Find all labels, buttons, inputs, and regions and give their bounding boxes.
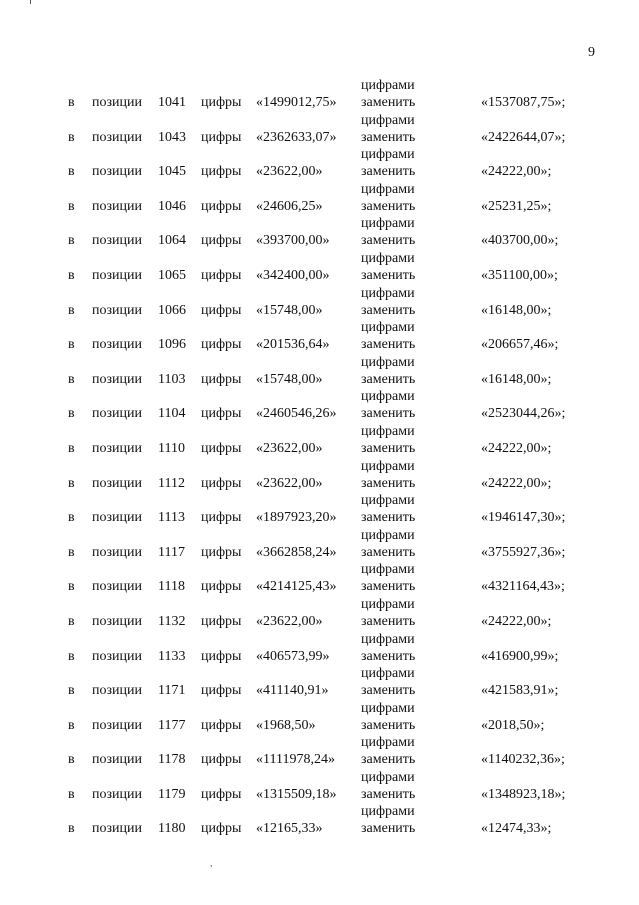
row-new-value: «2523044,26»; [481, 406, 566, 422]
row-replace-word: заменить [361, 129, 416, 145]
row-old-value: «23622,00» [256, 475, 323, 491]
row-position-number: 1178 [158, 752, 186, 768]
amendment-row [0, 597, 639, 632]
amendment-list [0, 78, 639, 839]
row-digits-word: цифрами [361, 596, 415, 612]
row-replace-word: заменить [361, 821, 416, 837]
row-position-number: 1177 [158, 717, 186, 733]
row-position-number: 1046 [158, 198, 186, 214]
row-position-word: позиции [92, 337, 142, 353]
row-position-word: позиции [92, 475, 142, 491]
row-digits-word: цифрами [361, 320, 415, 336]
row-preposition: в [68, 406, 75, 422]
row-new-value: «24222,00»; [481, 164, 552, 180]
row-digits-word: цифрами [361, 562, 415, 578]
row-preposition: в [68, 821, 75, 837]
row-figures-word: цифры [201, 337, 242, 353]
row-old-value: «2362633,07» [256, 129, 337, 145]
row-new-value: «403700,00»; [481, 233, 559, 249]
row-position-number: 1132 [158, 613, 186, 629]
stray-mark: , [210, 858, 213, 869]
row-new-value: «1946147,30»; [481, 510, 566, 526]
row-figures-word: цифры [201, 371, 242, 387]
row-replace-word: заменить [361, 198, 416, 214]
row-new-value: «416900,99»; [481, 648, 559, 664]
row-digits-word: цифрами [361, 78, 415, 93]
row-old-value: «406573,99» [256, 648, 330, 664]
row-figures-word: цифры [201, 544, 242, 560]
row-digits-word: цифрами [361, 423, 415, 439]
row-figures-word: цифры [201, 95, 242, 110]
row-figures-word: цифры [201, 198, 242, 214]
row-position-word: позиции [92, 198, 142, 214]
row-replace-word: заменить [361, 648, 416, 664]
row-preposition: в [68, 510, 75, 526]
row-digits-word: цифрами [361, 285, 415, 301]
row-figures-word: цифры [201, 302, 242, 318]
row-replace-word: заменить [361, 337, 416, 353]
row-digits-word: цифрами [361, 527, 415, 543]
row-position-number: 1112 [158, 475, 185, 491]
row-replace-word: заменить [361, 752, 416, 768]
amendment-row [0, 355, 639, 390]
row-preposition: в [68, 440, 75, 456]
row-figures-word: цифры [201, 648, 242, 664]
row-figures-word: цифры [201, 406, 242, 422]
row-old-value: «23622,00» [256, 613, 323, 629]
row-position-number: 1171 [158, 683, 186, 699]
row-new-value: «16148,00»; [481, 371, 552, 387]
row-replace-word: заменить [361, 510, 416, 526]
row-position-number: 1043 [158, 129, 186, 145]
row-replace-word: заменить [361, 267, 416, 283]
row-figures-word: цифры [201, 683, 242, 699]
row-replace-word: заменить [361, 164, 416, 180]
amendment-row [0, 632, 639, 667]
amendment-row [0, 562, 639, 597]
row-old-value: «2460546,26» [256, 406, 337, 422]
row-position-word: позиции [92, 544, 142, 560]
row-new-value: «1140232,36»; [481, 752, 565, 768]
amendment-row [0, 701, 639, 736]
amendment-row [0, 493, 639, 528]
row-replace-word: заменить [361, 440, 416, 456]
row-preposition: в [68, 198, 75, 214]
row-position-number: 1096 [158, 337, 186, 353]
row-new-value: «2422644,07»; [481, 129, 566, 145]
row-figures-word: цифры [201, 579, 242, 595]
row-replace-word: заменить [361, 683, 416, 699]
row-figures-word: цифры [201, 717, 242, 733]
amendment-row [0, 459, 639, 494]
row-preposition: в [68, 717, 75, 733]
row-old-value: «3662858,24» [256, 544, 337, 560]
row-replace-word: заменить [361, 717, 416, 733]
amendment-row [0, 666, 639, 701]
row-digits-word: цифрами [361, 735, 415, 751]
row-position-word: позиции [92, 164, 142, 180]
row-digits-word: цифрами [361, 700, 415, 716]
row-preposition: в [68, 302, 75, 318]
row-digits-word: цифрами [361, 147, 415, 163]
row-digits-word: цифрами [361, 354, 415, 370]
row-preposition: в [68, 371, 75, 387]
row-position-word: позиции [92, 821, 142, 837]
row-old-value: «393700,00» [256, 233, 330, 249]
row-position-word: позиции [92, 683, 142, 699]
row-position-number: 1113 [158, 510, 185, 526]
row-old-value: «1499012,75» [256, 95, 337, 110]
amendment-row [0, 528, 639, 563]
row-digits-word: цифрами [361, 804, 415, 820]
row-new-value: «206657,46»; [481, 337, 559, 353]
row-digits-word: цифрами [361, 250, 415, 266]
row-old-value: «1897923,20» [256, 510, 337, 526]
amendment-row [0, 113, 639, 148]
amendment-row [0, 182, 639, 217]
row-new-value: «24222,00»; [481, 475, 552, 491]
row-new-value: «24222,00»; [481, 613, 552, 629]
row-position-word: позиции [92, 233, 142, 249]
row-replace-word: заменить [361, 95, 416, 110]
row-old-value: «23622,00» [256, 164, 323, 180]
row-old-value: «1111978,24» [256, 752, 335, 768]
row-replace-word: заменить [361, 302, 416, 318]
row-preposition: в [68, 579, 75, 595]
row-position-word: позиции [92, 613, 142, 629]
row-position-number: 1045 [158, 164, 186, 180]
amendment-row [0, 78, 639, 113]
row-position-word: позиции [92, 95, 142, 110]
row-old-value: «15748,00» [256, 371, 323, 387]
row-new-value: «421583,91»; [481, 683, 559, 699]
row-preposition: в [68, 683, 75, 699]
row-position-word: позиции [92, 129, 142, 145]
row-replace-word: заменить [361, 406, 416, 422]
row-preposition: в [68, 475, 75, 491]
row-new-value: «12474,33»; [481, 821, 552, 837]
row-digits-word: цифрами [361, 631, 415, 647]
row-old-value: «12165,33» [256, 821, 323, 837]
row-replace-word: заменить [361, 544, 416, 560]
row-position-word: позиции [92, 302, 142, 318]
row-position-number: 1103 [158, 371, 186, 387]
row-new-value: «351100,00»; [481, 267, 558, 283]
row-position-number: 1180 [158, 821, 186, 837]
row-new-value: «3755927,36»; [481, 544, 566, 560]
corner-mark [30, 0, 31, 4]
row-new-value: «16148,00»; [481, 302, 552, 318]
row-position-word: позиции [92, 786, 142, 802]
row-figures-word: цифры [201, 510, 242, 526]
row-preposition: в [68, 233, 75, 249]
row-digits-word: цифрами [361, 216, 415, 232]
row-position-word: позиции [92, 648, 142, 664]
row-replace-word: заменить [361, 613, 416, 629]
row-figures-word: цифры [201, 821, 242, 837]
row-preposition: в [68, 129, 75, 145]
row-position-word: позиции [92, 752, 142, 768]
row-digits-word: цифрами [361, 181, 415, 197]
row-figures-word: цифры [201, 129, 242, 145]
row-position-word: позиции [92, 440, 142, 456]
row-old-value: «342400,00» [256, 267, 330, 283]
row-position-number: 1133 [158, 648, 186, 664]
row-new-value: «24222,00»; [481, 440, 552, 456]
row-position-word: позиции [92, 267, 142, 283]
row-old-value: «4214125,43» [256, 579, 337, 595]
row-new-value: «25231,25»; [481, 198, 552, 214]
row-old-value: «1968,50» [256, 717, 316, 733]
row-old-value: «15748,00» [256, 302, 323, 318]
row-figures-word: цифры [201, 233, 242, 249]
row-old-value: «201536,64» [256, 337, 330, 353]
row-figures-word: цифры [201, 440, 242, 456]
row-preposition: в [68, 786, 75, 802]
row-position-word: позиции [92, 510, 142, 526]
row-preposition: в [68, 613, 75, 629]
row-figures-word: цифры [201, 752, 242, 768]
row-replace-word: заменить [361, 371, 416, 387]
row-preposition: в [68, 164, 75, 180]
row-digits-word: цифрами [361, 493, 415, 509]
row-preposition: в [68, 267, 75, 283]
row-old-value: «1315509,18» [256, 786, 337, 802]
amendment-row [0, 216, 639, 251]
row-position-number: 1064 [158, 233, 186, 249]
page-number: 9 [588, 45, 595, 60]
row-preposition: в [68, 648, 75, 664]
amendment-row [0, 251, 639, 286]
row-old-value: «23622,00» [256, 440, 323, 456]
row-digits-word: цифрами [361, 389, 415, 405]
amendment-row [0, 424, 639, 459]
row-digits-word: цифрами [361, 666, 415, 682]
row-preposition: в [68, 544, 75, 560]
row-new-value: «2018,50»; [481, 717, 545, 733]
row-preposition: в [68, 752, 75, 768]
row-position-number: 1118 [158, 579, 185, 595]
row-old-value: «411140,91» [256, 683, 329, 699]
row-preposition: в [68, 95, 75, 110]
row-position-word: позиции [92, 371, 142, 387]
row-position-word: позиции [92, 717, 142, 733]
row-replace-word: заменить [361, 786, 416, 802]
amendment-row [0, 770, 639, 805]
row-digits-word: цифрами [361, 769, 415, 785]
row-old-value: «24606,25» [256, 198, 323, 214]
row-position-number: 1065 [158, 267, 186, 283]
row-new-value: «1537087,75»; [481, 95, 566, 110]
row-new-value: «1348923,18»; [481, 786, 566, 802]
amendment-row [0, 286, 639, 321]
amendment-row [0, 320, 639, 355]
row-preposition: в [68, 337, 75, 353]
row-replace-word: заменить [361, 579, 416, 595]
row-position-number: 1179 [158, 786, 186, 802]
row-position-number: 1066 [158, 302, 186, 318]
row-figures-word: цифры [201, 786, 242, 802]
row-digits-word: цифрами [361, 458, 415, 474]
row-new-value: «4321164,43»; [481, 579, 565, 595]
row-figures-word: цифры [201, 475, 242, 491]
row-figures-word: цифры [201, 613, 242, 629]
row-position-word: позиции [92, 406, 142, 422]
row-position-word: позиции [92, 579, 142, 595]
amendment-row [0, 389, 639, 424]
row-replace-word: заменить [361, 475, 416, 491]
amendment-row [0, 804, 639, 839]
row-digits-word: цифрами [361, 112, 415, 128]
row-position-number: 1104 [158, 406, 186, 422]
row-position-number: 1041 [158, 95, 186, 110]
row-figures-word: цифры [201, 164, 242, 180]
amendment-row [0, 735, 639, 770]
row-position-number: 1117 [158, 544, 185, 560]
row-figures-word: цифры [201, 267, 242, 283]
row-position-number: 1110 [158, 440, 185, 456]
row-replace-word: заменить [361, 233, 416, 249]
amendment-row [0, 147, 639, 182]
